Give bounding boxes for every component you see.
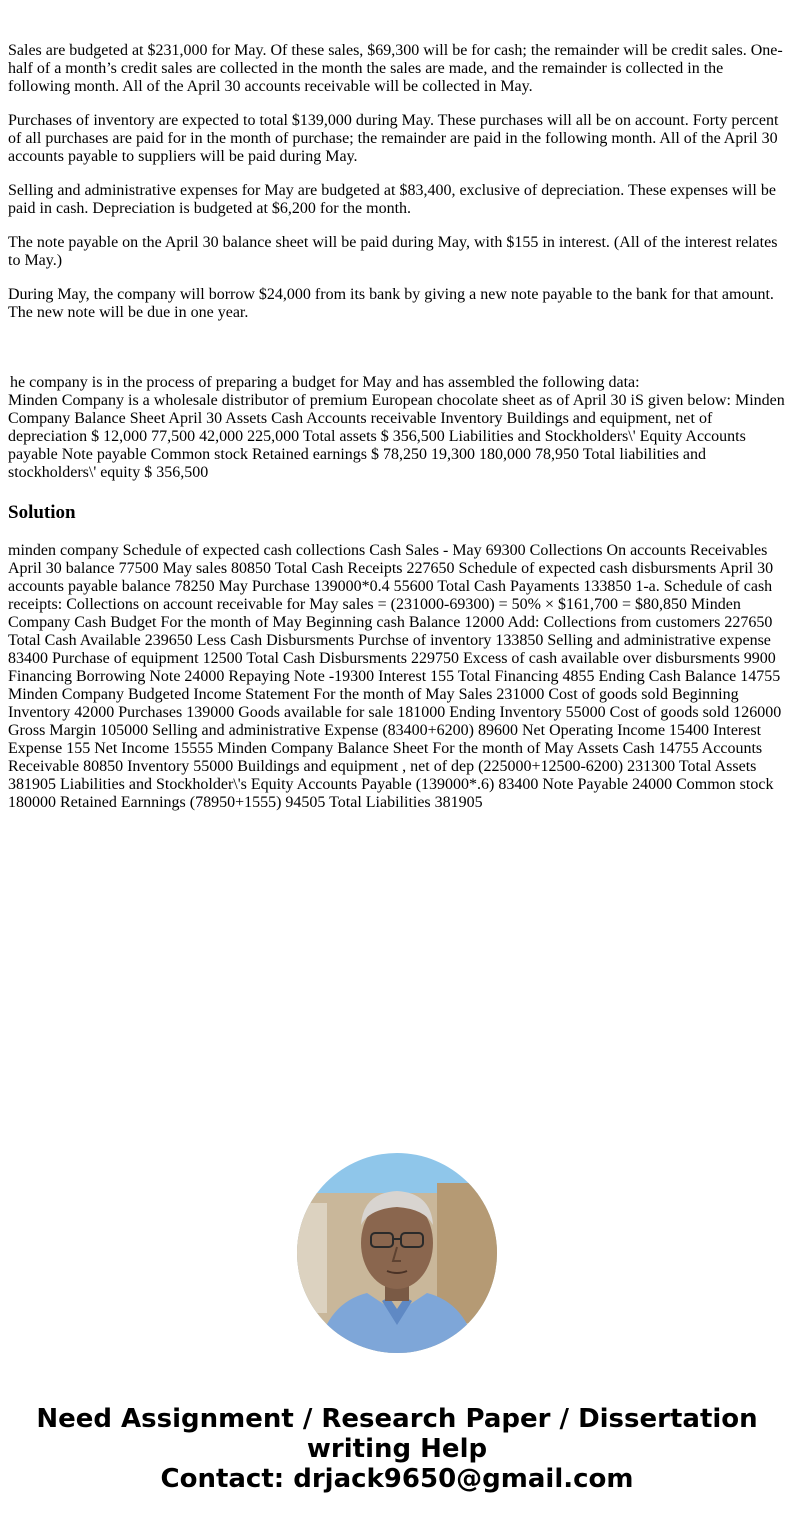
problem-text: Minden Company is a wholesale distributor of premium European chocolate sheet as of April 30 iS given below: Minden Company Balance Sheet April 30 Assets Cash Accounts receivable Inventory Buildings and equipment, net of depreciation $ 12,000 77,500 42,000 225,000 Total assets $ 356,500 Liabilities and Stockholders\' Equity Accounts payable Note payable Common stock Retained earnings $ 78,250 19,300 180,000 78,950 Total liabilities and stockholders\' equity $ 356,500 [8, 392, 785, 481]
footer-contact: Contact: drjack9650@gmail.com [160, 1464, 634, 1494]
intro-line: he company is in the process of preparing a budget for May and has assembled the following data: [10, 374, 640, 391]
paragraph-sales: Sales are budgeted at $231,000 for May. Of these sales, $69,300 will be for cash; the remainder will be credit sales. One-half of a month’s credit sales are collected in the month the sales are made, and the remainder is collected in the following month. All of the April 30 accounts receivable will be collected in May. [8, 42, 783, 95]
footer-banner [0, 1404, 794, 1494]
paragraph-borrowing: During May, the company will borrow $24,000 from its bank by giving a new note payable to the bank for that amount. The new note will be due in one year. [8, 286, 774, 321]
solution-text: minden company Schedule of expected cash collections Cash Sales - May 69300 Collections On accounts Receivables April 30 balance 77500 May sales 80850 Total Cash Receipts 227650 Schedule of expected cash disbursments April 30 accounts payable balance 78250 May Purchase 139000*0.4 55600 Total Cash Payaments 133850 1-a. Schedule of cash receipts: Collections on account receivable for May sales = (231000-69300) = 50% × $161,700 = $80,850 Minden Company Cash Budget For the month of May Beginning cash Balance 12000 Add: Collections from customers 227650 Total Cash Available 239650 Less Cash Disbursments Purchse of inventory 133850 Selling and administrative expense 83400 Purchase of equipment 12500 Total Cash Disbursments 229750 Excess of cash available over disbursments 9900 Financing Borrowing Note 24000 Repaying Note -19300 Interest 155 Total Financing 4855 Ending Cash Balance 14755 Minden Company Budgeted Income Statement For the month of May Sales 231000 Cost of goods sold Beginning Inventory 42000 Purchases 139000 Goods available for sale 181000 Ending Inventory 55000 Cost of goods sold 126000 Gross Margin 105000 Selling and administrative Expense (83400+6200) 89600 Net Operating Income 15400 Interest Expense 155 Net Income 15555 Minden Company Balance Sheet For the month of May Assets Cash 14755 Accounts Receivable 80850 Inventory 55000 Buildings and equipment , net of dep (225000+12500-6200) 231300 Total Assets 381905 Liabilities and Stockholder\'s Equity Accounts Payable (139000*.6) 83400 Note Payable 24000 Common stock 180000 Retained Earnnings (78950+1555) 94505 Total Liabilities 381905 [8, 542, 782, 811]
document-body [8, 42, 786, 812]
spacer [8, 338, 786, 374]
paragraph-purchases: Purchases of inventory are expected to total $139,000 during May. These purchases will all be on account. Forty percent of all purchases are paid for in the month of purchase; the remainder are paid in the following month. All of the April 30 accounts payable to suppliers will be paid during May. [8, 112, 779, 165]
paragraph-note-payable: The note payable on the April 30 balance sheet will be paid during May, with $155 in interest. (All of the interest relates to May.) [8, 234, 778, 269]
solution-heading: Solution [8, 502, 76, 523]
author-avatar [297, 1153, 497, 1353]
footer-tagline: Need Assignment / Research Paper / Dissertation writing Help [36, 1404, 758, 1464]
paragraph-expenses: Selling and administrative expenses for May are budgeted at $83,400, exclusive of depreciation. These expenses will be paid in cash. Depreciation is budgeted at $6,200 for the month. [8, 182, 776, 217]
